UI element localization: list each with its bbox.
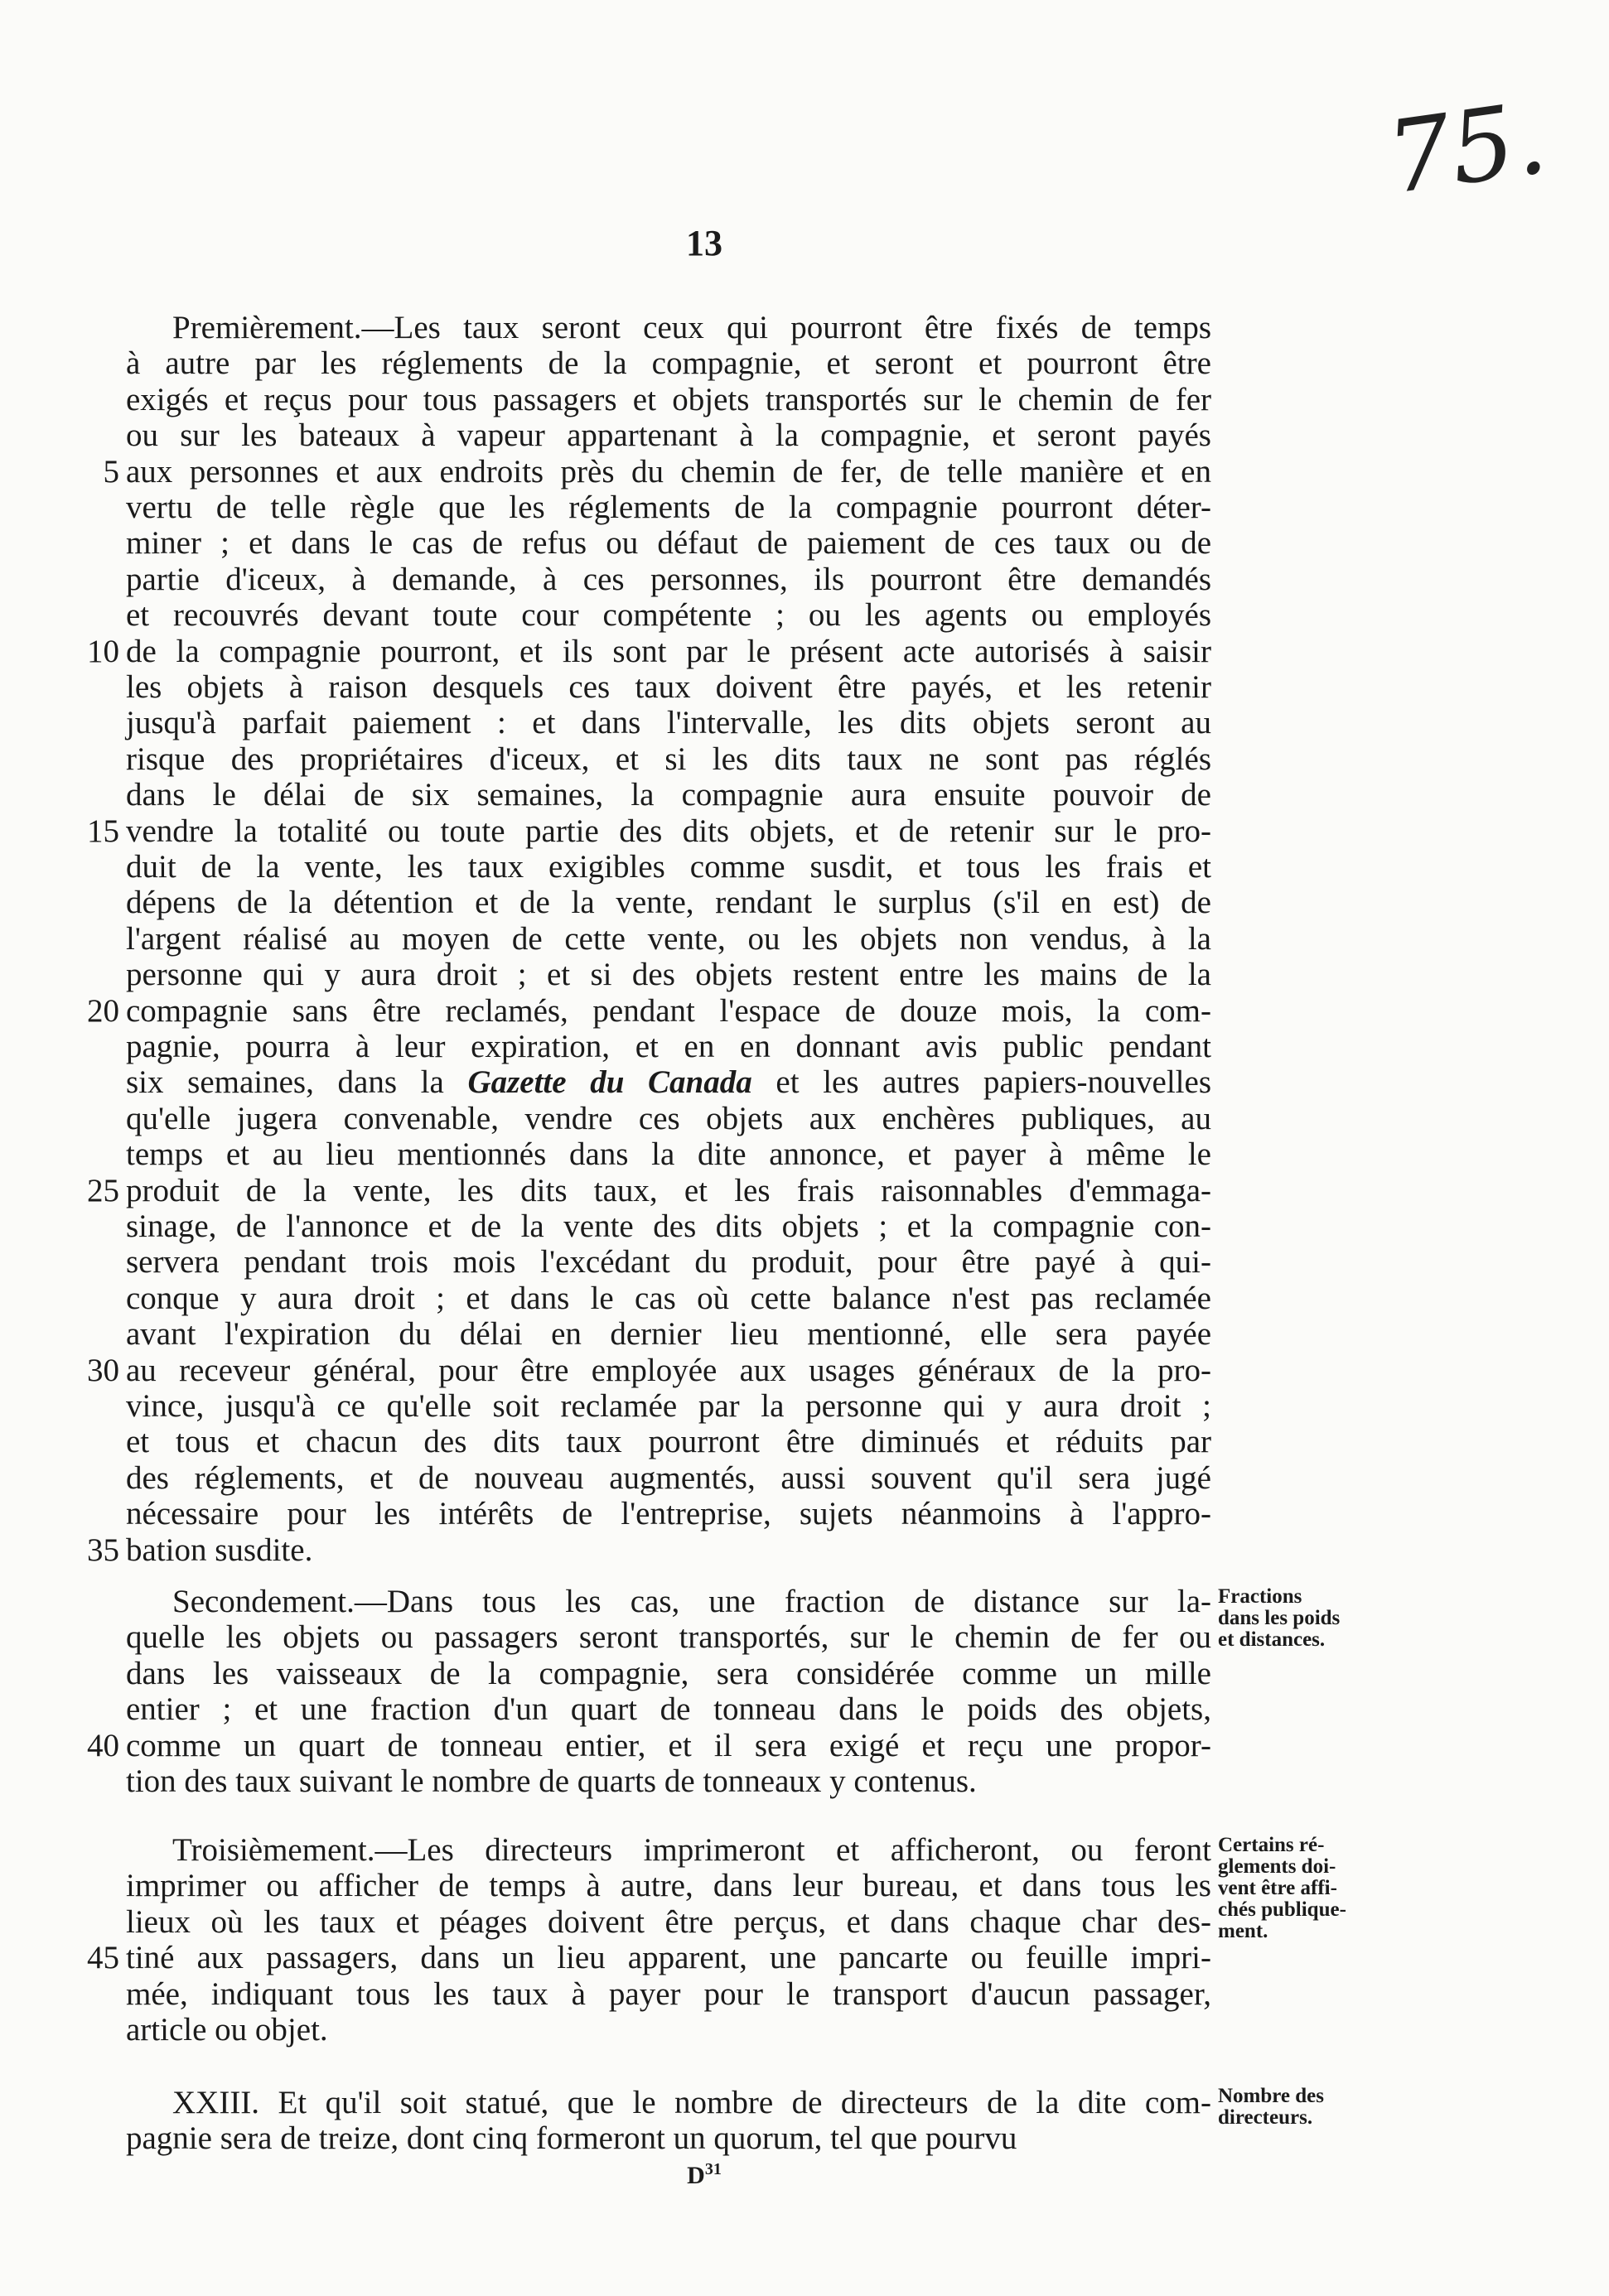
line-text: des réglements, et de nouveau augmentés, aussi souvent qu'il sera jugé <box>126 1459 1211 1496</box>
margin-note-line: vent être affi- <box>1218 1877 1337 1899</box>
margin-note-line: glements doi- <box>1218 1855 1336 1878</box>
text-line <box>0 308 1210 348</box>
margin-note-line: Fractions <box>1218 1585 1302 1608</box>
margin-note-line: chés publique- <box>1218 1898 1346 1921</box>
line-text: produit de la vente, les dits taux, et les frais raisonnables d'emmaga- <box>126 1172 1211 1208</box>
line-number: 35 <box>87 1531 119 1568</box>
text-line <box>0 416 1210 456</box>
line-text: risque des propriétaires d'iceux, et si les dits taux ne sont pas réglés <box>126 740 1211 777</box>
line-text: jusqu'à parfait paiement : et dans l'intervalle, les dits objets seront au <box>126 705 1211 741</box>
line-text: avant l'expiration du délai en dernier lieu mentionné, elle sera payée <box>126 1316 1211 1353</box>
signature-number: 31 <box>704 2160 722 2178</box>
line-text: mée, indiquant tous les taux à payer pour le transport d'aucun passager, <box>126 1975 1211 2012</box>
line-text: Troisièmement.—Les directeurs imprimeront et afficheront, ou feront <box>172 1832 1211 1868</box>
line-number: 40 <box>87 1727 119 1763</box>
text-line <box>0 2010 1210 2050</box>
line-text: au receveur général, pour être employée aux usages généraux de la pro- <box>126 1352 1211 1388</box>
text-line <box>0 703 1210 743</box>
text-line <box>0 452 1210 492</box>
line-text: vendre la totalité ou toute partie des dits objets, et de retenir sur le pro- <box>126 813 1211 849</box>
margin-note-fractions <box>1218 1586 1363 1651</box>
text-line <box>0 668 1210 707</box>
line-text: à autre par les réglements de la compagnie, et seront et pourront être <box>126 345 1211 382</box>
line-number: 10 <box>87 633 119 669</box>
line-text: et tous et chacun des dits taux pourront être diminués et réduits par <box>126 1424 1211 1460</box>
line-text: quelle les objets ou passagers seront transportés, sur le chemin de fer ou <box>126 1619 1211 1656</box>
text-line <box>0 1422 1210 1462</box>
text-line <box>0 1314 1210 1354</box>
line-text: tion des taux suivant le nombre de quarts de tonneaux y contenus. <box>126 1763 977 1799</box>
text-line <box>0 1831 1210 1870</box>
signature-mark <box>0 2160 1408 2190</box>
text-line <box>0 1654 1210 1694</box>
text-line <box>0 344 1210 383</box>
text-line <box>0 2083 1210 2123</box>
italic-title: Gazette du Canada <box>467 1064 752 1101</box>
text-line <box>0 1387 1210 1426</box>
text-line <box>0 1135 1210 1175</box>
text-line <box>0 1690 1210 1729</box>
line-text: pagnie sera de treize, dont cinq formeront un quorum, tel que pourvu <box>126 2120 1017 2157</box>
line-text: duit de la vente, les taux exigibles comme susdit, et tous les frais et <box>126 849 1211 885</box>
line-text: et recouvrés devant toute cour compétente ; ou les agents ou employés <box>126 597 1211 634</box>
line-text: vince, jusqu'à ce qu'elle soit reclamée par la personne qui y aura droit ; <box>126 1388 1211 1424</box>
line-number: 30 <box>87 1352 119 1388</box>
line-text: miner ; et dans le cas de refus ou défaut de paiement de ces taux ou de <box>126 525 1211 562</box>
line-text: entier ; et une fraction d'un quart de tonneau dans le poids des objets, <box>126 1691 1211 1728</box>
line-text: ou sur les bateaux à vapeur appartenant à la compagnie, et seront payés <box>126 417 1211 454</box>
text-line <box>0 596 1210 635</box>
page-number: 13 <box>686 223 722 263</box>
text-line <box>0 812 1210 851</box>
line-text: de la compagnie pourront, et ils sont par le présent acte autorisés à saisir <box>126 633 1211 669</box>
text-line <box>0 1975 1210 2014</box>
line-text: personne qui y aura droit ; et si des objets restent entre les mains de la <box>126 957 1211 993</box>
text-line <box>0 1351 1210 1391</box>
margin-note-line: Certains ré- <box>1218 1834 1325 1856</box>
text-line <box>0 1207 1210 1247</box>
text-line <box>0 1618 1210 1657</box>
line-text: partie d'iceux, à demande, à ces personnes, ils pourront être demandés <box>126 561 1211 597</box>
line-text: Premièrement.—Les taux seront ceux qui pourront être fixés de temps <box>172 310 1211 345</box>
text-line <box>0 1726 1210 1766</box>
text-line <box>0 955 1210 995</box>
text-line <box>0 1938 1210 1978</box>
text-line <box>0 847 1210 887</box>
text-line <box>0 488 1210 528</box>
signature-letter: D <box>687 2162 705 2189</box>
margin-note-line: et distances. <box>1218 1628 1326 1651</box>
line-text: exigés et reçus pour tous passagers et objets transportés sur le chemin de fer <box>126 381 1211 417</box>
text-line <box>0 775 1210 815</box>
line-text: dans les vaisseaux de la compagnie, sera considérée comme un mille <box>126 1655 1211 1691</box>
margin-note-reglements <box>1218 1835 1363 1942</box>
text-line <box>0 1459 1210 1498</box>
text-line <box>0 560 1210 600</box>
text-line <box>0 2119 1210 2159</box>
line-text: comme un quart de tonneau entier, et il sera exigé et reçu une propor- <box>126 1727 1211 1763</box>
text-line <box>0 1099 1210 1139</box>
handwritten-folio-number: 75. <box>1380 80 1553 217</box>
text-line <box>0 1027 1210 1067</box>
margin-note-directeurs <box>1218 2086 1363 2129</box>
text-line <box>0 1903 1210 1942</box>
line-text: aux personnes et aux endroits près du chemin de fer, de telle manière et en <box>126 453 1211 490</box>
text-line <box>0 632 1210 672</box>
line-text: vertu de telle règle que les réglements de la compagnie pourront déter- <box>126 490 1211 525</box>
line-text: article ou objet. <box>126 2012 328 2048</box>
text-line <box>0 991 1210 1031</box>
line-text: qu'elle jugera convenable, vendre ces objets aux enchères publiques, au <box>126 1100 1211 1136</box>
line-text: conque y aura droit ; et dans le cas où cette balance n'est pas reclamée <box>126 1280 1211 1316</box>
line-text: dans le délai de six semaines, la compagnie aura ensuite pouvoir de <box>126 777 1211 813</box>
line-number: 15 <box>87 813 119 849</box>
margin-note-line: ment. <box>1218 1920 1268 1942</box>
line-number: 45 <box>87 1940 119 1976</box>
line-number: 20 <box>87 992 119 1029</box>
line-text: compagnie sans être reclamés, pendant l'espace de douze mois, la com- <box>126 992 1211 1029</box>
line-text: XXIII. Et qu'il soit statué, que le nombre de directeurs de la dite com- <box>172 2085 1211 2120</box>
text-line <box>0 1582 1210 1622</box>
line-text: bation susdite. <box>126 1531 313 1568</box>
text-line <box>0 1242 1210 1282</box>
text-line <box>0 1762 1210 1802</box>
line-text: pagnie, pourra à leur expiration, et en en donnant avis public pendant <box>126 1029 1211 1064</box>
text-line <box>0 740 1210 779</box>
line-text: les objets à raison desquels ces taux doivent être payés, et les retenir <box>126 669 1211 705</box>
line-text: Secondement.—Dans tous les cas, une fraction de distance sur la- <box>172 1584 1211 1619</box>
text-line <box>0 1531 1210 1570</box>
line-number: 5 <box>103 453 119 490</box>
margin-note-line: Nombre des <box>1218 2085 1325 2107</box>
line-text: dépens de la détention et de la vente, rendant le surplus (s'il en est) de <box>126 885 1211 921</box>
text-line <box>0 1279 1210 1319</box>
text-line <box>0 1866 1210 1906</box>
text-line <box>0 1063 1210 1102</box>
text-line <box>0 883 1210 923</box>
line-text: temps et au lieu mentionnés dans la dite annonce, et payer à même le <box>126 1136 1211 1173</box>
text-line <box>0 1494 1210 1534</box>
line-text: six semaines, dans la Gazette du Canada et les autres papiers-nouvelles <box>126 1064 1212 1101</box>
text-line <box>0 523 1210 563</box>
line-text: servera pendant trois mois l'excédant du produit, pour être payé à qui- <box>126 1244 1211 1281</box>
line-text: imprimer ou afficher de temps à autre, dans leur bureau, et dans tous les <box>126 1868 1211 1904</box>
text-line <box>0 919 1210 959</box>
text-line <box>0 1171 1210 1211</box>
line-text: nécessaire pour les intérêts de l'entreprise, sujets néanmoins à l'appro- <box>126 1496 1211 1532</box>
line-text: lieux où les taux et péages doivent être perçus, et dans chaque char des- <box>126 1903 1211 1940</box>
line-text: l'argent réalisé au moyen de cette vente, ou les objets non vendus, à la <box>126 920 1211 957</box>
margin-note-line: directeurs. <box>1218 2106 1313 2129</box>
line-text: tiné aux passagers, dans un lieu apparent, une pancarte ou feuille impri- <box>126 1940 1211 1976</box>
line-text: sinage, de l'annonce et de la vente des dits objets ; et la compagnie con- <box>126 1208 1211 1244</box>
text-line <box>0 380 1210 420</box>
margin-note-line: dans les poids <box>1218 1607 1341 1629</box>
line-number: 25 <box>87 1172 119 1208</box>
